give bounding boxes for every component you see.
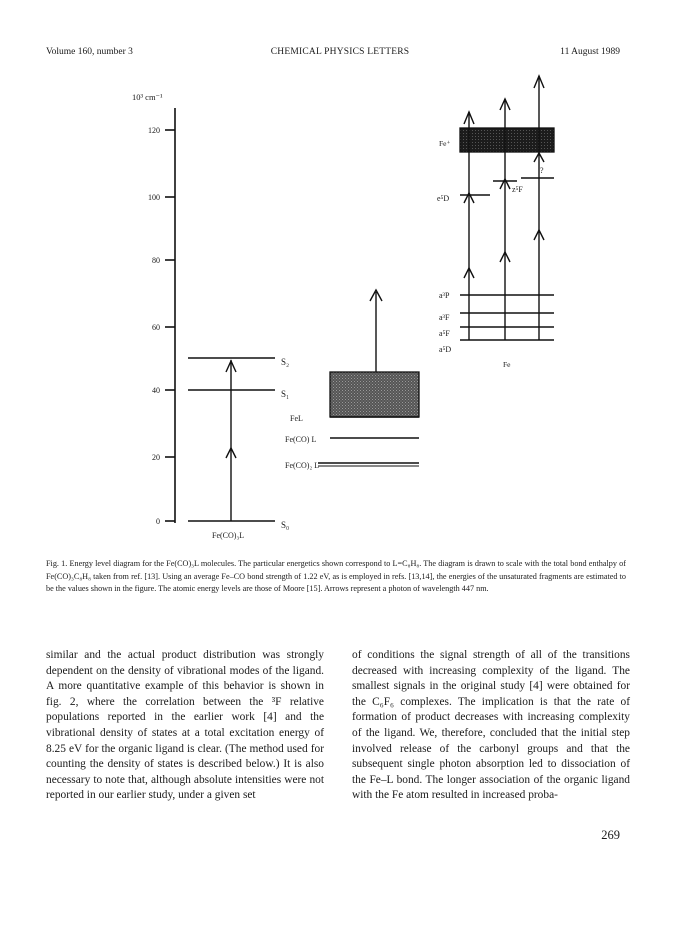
body-column-left [46, 648, 324, 804]
atom-label-fe: Fe [503, 360, 511, 369]
figure-caption: Fig. 1. Energy level diagram for the Fe(CO)₃L molecules. The particular energetics shown correspond to L=C₈H₈. The diagram is drawn to scale with the total bond enthalpy of Fe(CO)₃C₈H₈ taken from ref. [13]. Using an average Fe–CO bond strength of 1.22 eV, as is employed in refs. [13,14], the energies of the unsaturated fragments are estimated to be the values shown in the figure. The atomic energy levels are those of Moore [15]. Arrows represent a photon of wavelength 447 nm. [46, 559, 626, 593]
fragment-label-fe-co2-l: Fe(CO)₂ L [285, 461, 320, 470]
molecule-label: Fe(CO)₃L [212, 531, 245, 540]
running-header-journal: CHEMICAL PHYSICS LETTERS [270, 47, 410, 57]
body-paragraph-right: of conditions the signal strength of all of the transitions decreased with increasing complexity of the ligand. The smallest signals in the original study [4] were obtained for the C₆F₆ complexes. The implication is that the rate of formation of product decreases with increasing complexity of the ligand. We, therefore, concluded that the initial step involved release of the carbonyl groups and that the subsequent single photon absorption led to dissociation of the Fe–L bond. The longer association of the organic ligand with the Fe atom resulted in increased proba- [352, 649, 630, 802]
y-tick-label-0: 0 [156, 517, 160, 526]
y-tick-label-80: 80 [152, 256, 160, 265]
label-fe-plus: Fe⁺ [439, 139, 451, 148]
y-tick-label-20: 20 [152, 453, 160, 462]
label-s2: S₂ [281, 357, 290, 367]
y-tick-label-120: 120 [148, 126, 160, 135]
y-tick-label-60: 60 [152, 323, 160, 332]
body-column-right [352, 648, 630, 804]
question-mark: ? [540, 166, 544, 175]
label-z5f: z⁵F [512, 185, 523, 194]
fe-ion-continuum-box [460, 128, 554, 152]
page-number: 269 [601, 828, 620, 842]
fragment-continuum-box [330, 372, 419, 417]
label-e5d: e⁵D [437, 194, 450, 203]
body-paragraph-left: similar and the actual product distribution was strongly dependent on the density of vibrational modes of the ligand. A more quantitative example of this behavior is shown in fig. 2, where the correlation between the ³F relative populations reported in the earlier work [4] and the vibrational density of states at a total excitation energy of 8.25 eV for the organic ligand is clear. (The method used for counting the density of states is described below.) It is also necessary to note that, although absolute intensities were not reported in our earlier study, under a given set [46, 649, 324, 802]
label-s1: S₁ [281, 389, 290, 399]
y-tick-label-40: 40 [152, 386, 160, 395]
label-a3p: a³P [439, 291, 450, 300]
fragment-label-fe-co-l: Fe(CO) L [285, 435, 317, 444]
label-s0: S₀ [281, 520, 290, 530]
axis-unit-label: 10³ cm⁻¹ [132, 92, 163, 102]
label-a3f: a³F [439, 313, 450, 322]
fragment-label-fel: FeL [290, 414, 303, 423]
running-header-date: 11 August 1989 [560, 47, 620, 57]
y-axis-ticks [165, 130, 175, 521]
label-a5f: a⁵F [439, 329, 450, 338]
label-a5d: a⁵D [439, 345, 452, 354]
y-tick-label-100: 100 [148, 193, 160, 202]
running-header-volume: Volume 160, number 3 [46, 47, 133, 57]
